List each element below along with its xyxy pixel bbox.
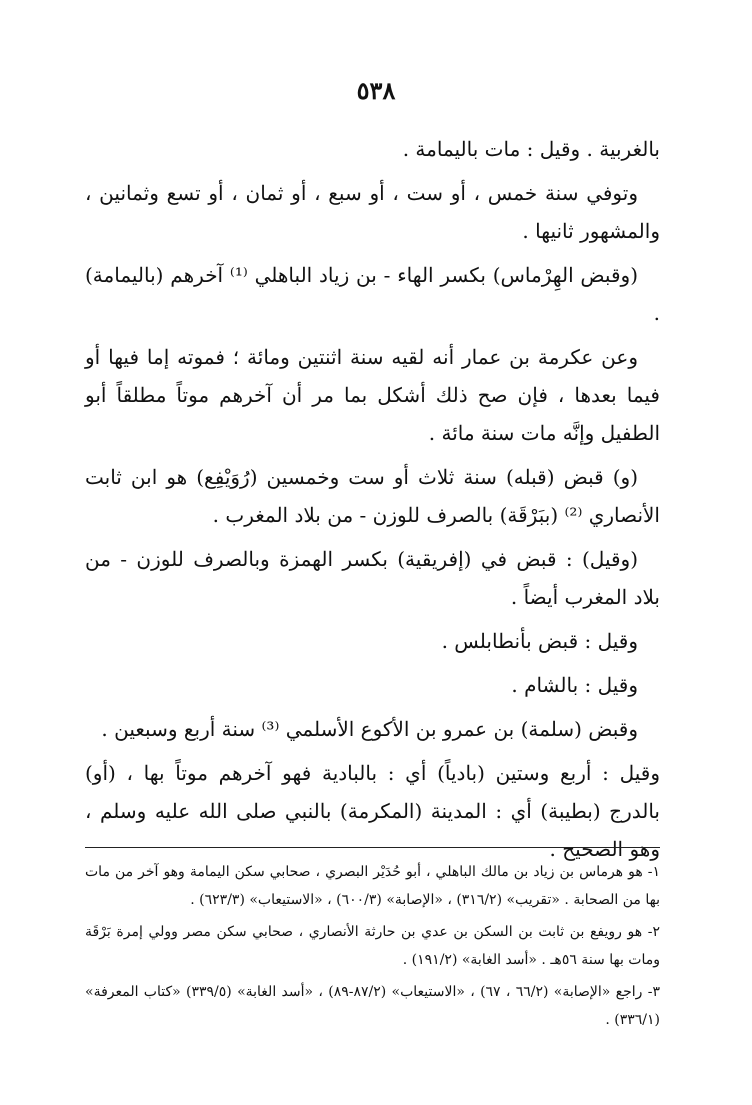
page-number: ٥٣٨ <box>356 76 396 105</box>
footnote: ٢- هو رويفع بن ثابت بن السكن بن عدي بن حارثة الأنصاري ، صحابي سكن مصر وولي إمرة بَرْقَة ومات بها سنة ٥٦هـ . «أسد الغابة» (١٩١/٢) . <box>85 924 660 968</box>
main-text <box>85 130 660 874</box>
paragraph: بالغربية . وقيل : مات باليمامة . <box>402 137 660 161</box>
paragraph: وقيل : قبض بأنطابلس . <box>441 629 638 653</box>
paragraph: (وقبض الهِرْماس) بكسر الهاء - بن زياد الباهلي ⁽¹⁾ آخرهم (باليمامة) . <box>85 263 660 325</box>
footnote: ١- هو هرماس بن زياد بن مالك الباهلي ، أبو حُدَيْر البصري ، صحابي سكن اليمامة وهو آخر من مات بها من الصحابة . «تقريب» (٣١٦/٢) ، «الإصابة» (٦٠٠/٣) ، «الاستيعاب» (٦٢٣/٣) . <box>85 864 660 908</box>
paragraph: (و) قبض (قبله) سنة ثلاث أو ست وخمسين (رُوَيْفِع) هو ابن ثابت الأنصاري ⁽²⁾ (ببَرْقَة) بالصرف للوزن - من بلاد المغرب . <box>85 465 660 527</box>
footnote: ٣- راجع «الإصابة» (٦٦/٢ ، ٦٧) ، «الاستيعاب» (٨٧/٢-٨٩) ، «أسد الغابة» (٣٣٩/٥) «كتاب المعرفة» (٣٣٦/١) . <box>85 984 661 1028</box>
paragraph: وقيل : بالشام . <box>511 673 638 697</box>
footnotes <box>85 858 660 1038</box>
footnote-divider <box>85 847 660 848</box>
paragraph: وعن عكرمة بن عمار أنه لقيه سنة اثنتين ومائة ؛ فموته إما فيها أو فيما بعدها ، فإن صح ذلك أشكل بما مر أن آخرهم موتاً مطلقاً أبو الطفيل وإنَّه مات سنة مائة . <box>85 345 660 445</box>
paragraph: وتوفي سنة خمس ، أو ست ، أو سبع ، أو ثمان ، أو تسع وثمانين ، والمشهور ثانيها . <box>85 181 660 243</box>
paragraph: وقيل : أربع وستين (بادياً) أي : بالبادية فهو آخرهم موتاً بها ، (أو) بالدرج (بطيبة) أي : المدينة (المكرمة) بالنبي صلى الله عليه وسلم ، وهو الصحيح . <box>85 761 660 861</box>
paragraph: وقبض (سلمة) بن عمرو بن الأكوع الأسلمي ⁽³⁾ سنة أربع وسبعين . <box>101 717 638 741</box>
paragraph: (وقيل) : قبض في (إفريقية) بكسر الهمزة وبالصرف للوزن - من بلاد المغرب أيضاً . <box>85 547 660 609</box>
